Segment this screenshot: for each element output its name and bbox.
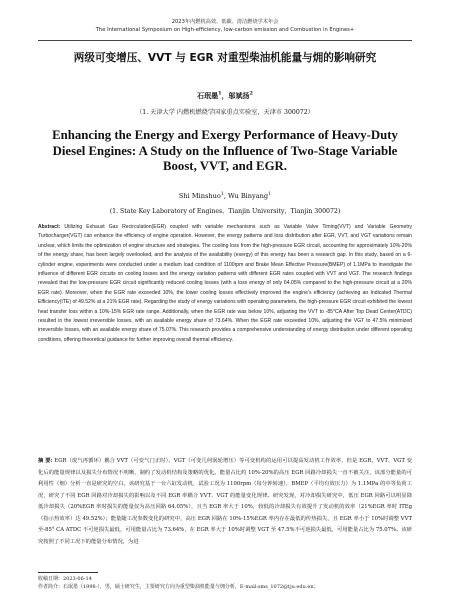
english-affiliation: (1. State Key Laboratory of Engines，Tianjin University，Tianjin 300072)	[109, 208, 341, 215]
english-author-1: Shi Minshuo	[178, 192, 221, 200]
footnote-divider	[38, 572, 98, 573]
english-author-2: Wu Binyang	[227, 192, 269, 200]
header-divider	[38, 40, 412, 41]
chinese-author-separator: ，	[221, 91, 229, 100]
footnote	[38, 575, 412, 592]
chinese-title: 两级可变增压、VVT 与 EGR 对重型柴油机能量与㶲的影响研究	[73, 52, 377, 64]
english-author-1-sup: 1	[220, 191, 224, 197]
english-abstract-label: Abstract:	[38, 224, 61, 230]
received-date: 收稿日期：2023-06-14	[38, 576, 92, 582]
header-line-en: The International Symposium on High-efficiency, low-carbon emission and Combustion in Engines+	[95, 26, 355, 33]
chinese-abstract-label: 摘 要:	[38, 458, 53, 464]
running-header	[0, 19, 450, 34]
chinese-author-2: 邬斌扬	[228, 91, 250, 100]
header-line-cn: 2023年内燃机高效、低碳、清洁燃烧学术年会	[171, 19, 279, 25]
chinese-affiliation: （1. 天津大学 内燃机燃烧学国家重点实验室，天津市 300072）	[136, 109, 314, 116]
chinese-abstract-text: EGR（废气再循环）耦合 VVT（可变气门正时）、VGT（可变几何涡轮增压）等可变机构的运用可以提高发动机工作效率，但是 EGR、VVT、VGT 变化后的能量规律以及损失分布情况不明晰，制约了发动机结构及策略的优化。能量占比约 10%-20%的高压 EGR 回路冷却损失一直不被关注，该部分能量的可利用性（㶲）分析一直是研究的空白。该研究基于一台六缸发动机，试验工况为 1100rpm（每分钟转速），BMEP（平均有效压力）为 1.1MPa 的中等负荷工况，研究了不同 EGR 回路对冷却损失的影响以及不同 EGR 率耦合 VVT、VGT 的能量变化规律。研究发现，对冷却损失研究中，低压 EGR 回路可以明显降低冷却损失（20%EGR 率时损失的能量仅为高压回路 64.05%），且当 EGR 率大于 10%，较低的冷却损失有效提升了发动机的效率（21%EGR 率时 ITEg（指示热效率）达 49.52%）；能量随工况参数变化的研究中，高压 EGR 回路在 10%-15%EGR 率内存在最低的传热损失，且 EGR 率小于 10%时调整 VVT 至-85° CA ATDC 不可逆损失最低，可用能量占比为 73.64%，在 EGR 率大于 10%时调整 VGT 至 47.5%不可逆损失最低，可用能量占比为 75.07%。该研究按照了不同工况下的能量分布情况，为进	[38, 458, 412, 545]
chinese-authors	[0, 91, 450, 101]
chinese-author-2-sup: 2	[249, 90, 253, 97]
chinese-author-1: 石珉墨	[197, 91, 219, 100]
english-abstract-text: Utilizing Exhaust Gas Recirculation(EGR) coupled with variable mechanisms such as Variable Valve Timing(VVT) and Variable Geometry Turbocharger(VGT) can enhance the efficiency of engine operation. However, the energy patterns and loss distribution after EGR, VVT, and VGT variations remain unclear, which limits the optimization of engine structure and strategies. The cooling loss from the high-pressure EGR circuit, accounting for approximately 10%-20% of the energy share, has been largely overlooked, and the analysis of the availability (exergy) of this energy has been a research gap. In this study, based on a 6-cylinder engine, experiments were conducted under a medium load condition of 1100rpm and Brake Mean Effective Pressure(BMEP) of 1.1MPa to investigate the influence of different EGR circuits on cooling losses and the energy variation patterns with different EGR rates coupled with VVT and VGT. The research findings revealed that the low-pressure EGR circuit significantly reduced cooling losses (with a loss energy of only 64.05% compared to the high-pressure circuit at a 20% EGR rate). Moreover, when the EGR rate exceeded 10%, the lower cooling losses effectively improved the engine's efficiency (achieving an Indicated Thermal Efficiency(ITE) of 49.52% at a 21% EGR rate). Regarding the study of energy variations with operating parameters, the high-pressure EGR circuit exhibited the lowest heat transfer loss within a 10%-15% EGR rate range. Additionally, when the EGR rate was below 10%, adjusting the VVT to -85°CA After Top Dead Center(ATDC) resulted in the lowest irreversible losses, with an available energy share of 73.64%. When the EGR rate exceeded 10%, adjusting the VGT to 47.5% minimized irreversible losses, with an available energy share of 75.07%. This research provides a comprehensive understanding of energy distribution under different operating conditions, offering theoretical guidance for further improving overall thermal efficiency.	[38, 224, 412, 343]
english-author-separator: ,	[223, 192, 228, 200]
author-biography: 作者简介：石珉墨（1998-），男，硕士研究生，主要研究方向为重型柴油机能量与㶲分析，E-mail:sms_1072@tju.edu.en；	[38, 584, 319, 591]
english-authors	[0, 192, 450, 200]
english-abstract	[38, 223, 412, 345]
chinese-abstract	[38, 456, 412, 548]
chinese-author-1-sup: 1	[218, 90, 222, 97]
english-author-2-sup: 1	[268, 191, 272, 197]
english-title: Enhancing the Energy and Exergy Performance of Heavy-Duty Diesel Engines: A Study on the Influence of Two-Stage Variable Boost, VVT, and EGR.	[52, 128, 398, 173]
